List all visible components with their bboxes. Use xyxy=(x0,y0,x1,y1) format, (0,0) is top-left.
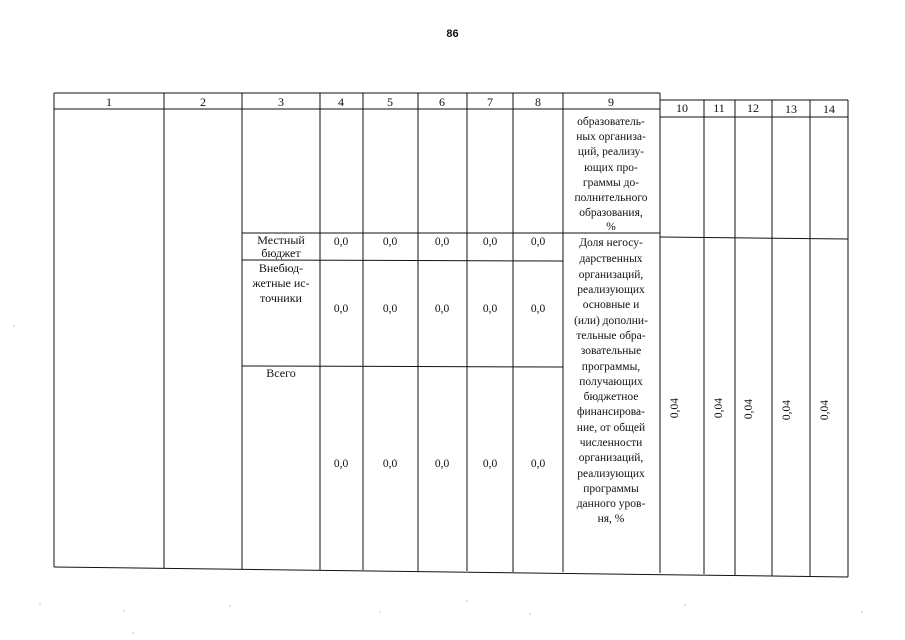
page-number: 86 xyxy=(446,28,459,40)
value-cell: 0,0 xyxy=(382,458,398,470)
value-cell: 0,0 xyxy=(530,458,546,470)
value-cell: 0,0 xyxy=(382,236,398,248)
target-value-cell: 0,04 xyxy=(669,397,681,419)
indicator-line: ющих про- xyxy=(584,162,638,174)
target-value-cell: 0,04 xyxy=(781,399,793,421)
value-cell: 0,0 xyxy=(333,458,349,470)
source-label-total: Всего xyxy=(266,366,296,380)
value-cell: 0,0 xyxy=(333,236,349,248)
source-label-local-budget: бюджет xyxy=(261,246,301,260)
indicator-line: получающих xyxy=(579,376,643,388)
indicator-line: программы, xyxy=(581,361,641,373)
value-cell: 0,0 xyxy=(482,303,498,315)
header-cell: 9 xyxy=(608,95,614,109)
value-cell: 0,0 xyxy=(482,458,498,470)
value-cell: 0,0 xyxy=(530,303,546,315)
value-cell: 0,0 xyxy=(434,236,450,248)
indicator-line: Доля негосу- xyxy=(579,237,643,249)
row-extrabudget xyxy=(334,303,546,315)
value-cell: 0,0 xyxy=(333,303,349,315)
header-cell: 2 xyxy=(200,95,206,109)
header-cell: 11 xyxy=(713,101,725,115)
value-cell: 0,0 xyxy=(434,303,450,315)
indicator-line: дарственных xyxy=(579,253,643,265)
indicator-line: образователь- xyxy=(577,116,645,128)
source-label-extrabudget: жетные ис- xyxy=(252,276,310,290)
header-cell: 3 xyxy=(278,95,284,109)
header-cell: 8 xyxy=(535,95,541,109)
table-grid xyxy=(54,93,848,577)
value-cell: 0,0 xyxy=(382,303,398,315)
target-value-cell: 0,04 xyxy=(819,399,831,421)
header-cell: 1 xyxy=(106,95,112,109)
indicator-line: полнительного xyxy=(574,192,648,204)
indicator-line: организаций, xyxy=(578,452,644,464)
header-cell: 10 xyxy=(676,101,688,115)
funding-source-labels xyxy=(251,233,309,380)
indicator-line: ние, от общей xyxy=(576,422,646,434)
row-total xyxy=(334,458,546,470)
indicator-description xyxy=(574,237,648,525)
header-cell: 7 xyxy=(487,95,493,109)
indicator-line: реализующих xyxy=(577,468,645,480)
table-header xyxy=(106,95,835,116)
value-cell: 0,0 xyxy=(530,236,546,248)
indicator-line: зовательные xyxy=(580,345,642,357)
indicator-line: данного уров- xyxy=(576,498,646,510)
source-label-extrabudget: точники xyxy=(260,291,302,305)
indicator-line: ций, реализу- xyxy=(577,146,645,158)
indicator-line: программы xyxy=(583,483,639,495)
source-label-local-budget: Местный xyxy=(257,233,305,247)
target-value-cell: 0,04 xyxy=(743,398,755,420)
indicator-line: основные и xyxy=(582,299,640,311)
continued-indicator xyxy=(575,116,648,233)
indicator-line: бюджетное xyxy=(583,391,639,403)
source-label-extrabudget: Внебюд- xyxy=(258,261,304,275)
indicator-line: % xyxy=(606,221,616,233)
header-cell: 4 xyxy=(338,95,344,109)
indicator-line: ных организа- xyxy=(576,131,646,143)
header-cell: 5 xyxy=(387,95,393,109)
value-cell: 0,0 xyxy=(434,458,450,470)
row-local-budget xyxy=(334,236,546,248)
indicator-line: реализующих xyxy=(577,284,645,296)
indicator-line: граммы до- xyxy=(582,177,640,189)
indicator-line: организаций, xyxy=(578,269,644,281)
indicator-line: тельные обра- xyxy=(576,330,646,342)
target-values xyxy=(669,398,831,420)
header-cell: 13 xyxy=(785,102,797,116)
value-cell: 0,0 xyxy=(482,236,498,248)
indicator-line: численности xyxy=(579,437,643,449)
indicator-line: (или) дополни- xyxy=(574,315,648,327)
indicator-line: образования, xyxy=(579,207,643,219)
header-cell: 14 xyxy=(823,102,835,116)
indicator-line: финансирова- xyxy=(577,406,645,418)
target-value-cell: 0,04 xyxy=(713,397,725,419)
header-cell: 12 xyxy=(747,101,759,115)
indicator-line: ня, % xyxy=(597,513,625,525)
header-cell: 6 xyxy=(439,95,445,109)
